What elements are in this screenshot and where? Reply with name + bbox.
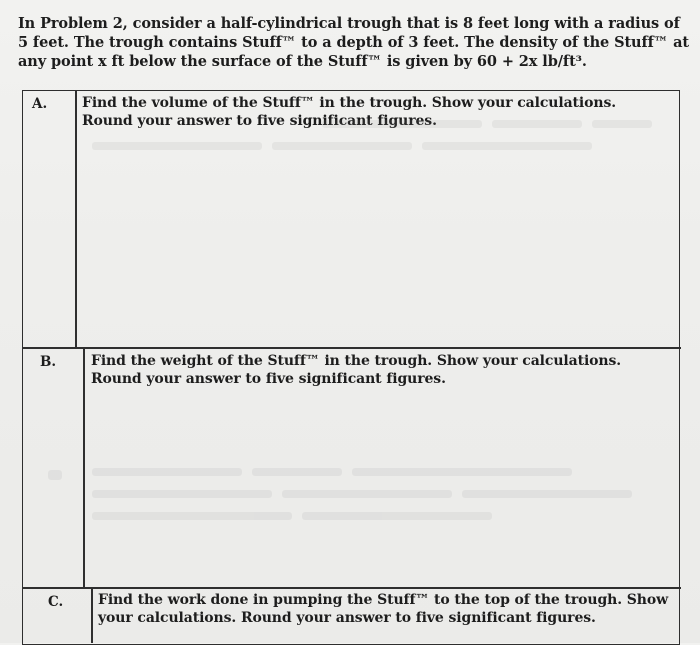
question-label-b: B. <box>40 354 57 370</box>
label-column-divider-c <box>91 588 93 643</box>
question-label-c: C. <box>48 594 64 610</box>
question-prompt-b: Find the weight of the Stuff™ in the trough. Show your calculations. Round your answer to five significant figures. <box>91 353 622 387</box>
label-column-divider-a <box>75 90 77 348</box>
label-column-divider-b <box>83 348 85 588</box>
problem-intro: In Problem 2, consider a half-cylindrical trough that is 8 feet long with a radius of 5 feet. The trough contains Stuff™ to a depth of 3 feet. The density of the Stuff™ at any point x ft below the surface of the Stuff™ is given by 60 + 2x lb/ft³. <box>18 15 690 70</box>
question-prompt-c: Find the work done in pumping the Stuff™ to the top of the trough. Show your calculations. Round your answer to five significant figures. <box>98 592 669 626</box>
question-prompt-a: Find the volume of the Stuff™ in the trough. Show your calculations. Round your answer to five significant figures. <box>82 95 617 129</box>
answer-table <box>12 90 692 643</box>
section-divider-a-b <box>22 347 681 349</box>
question-label-a: A. <box>32 96 48 112</box>
section-divider-b-c <box>22 587 681 589</box>
